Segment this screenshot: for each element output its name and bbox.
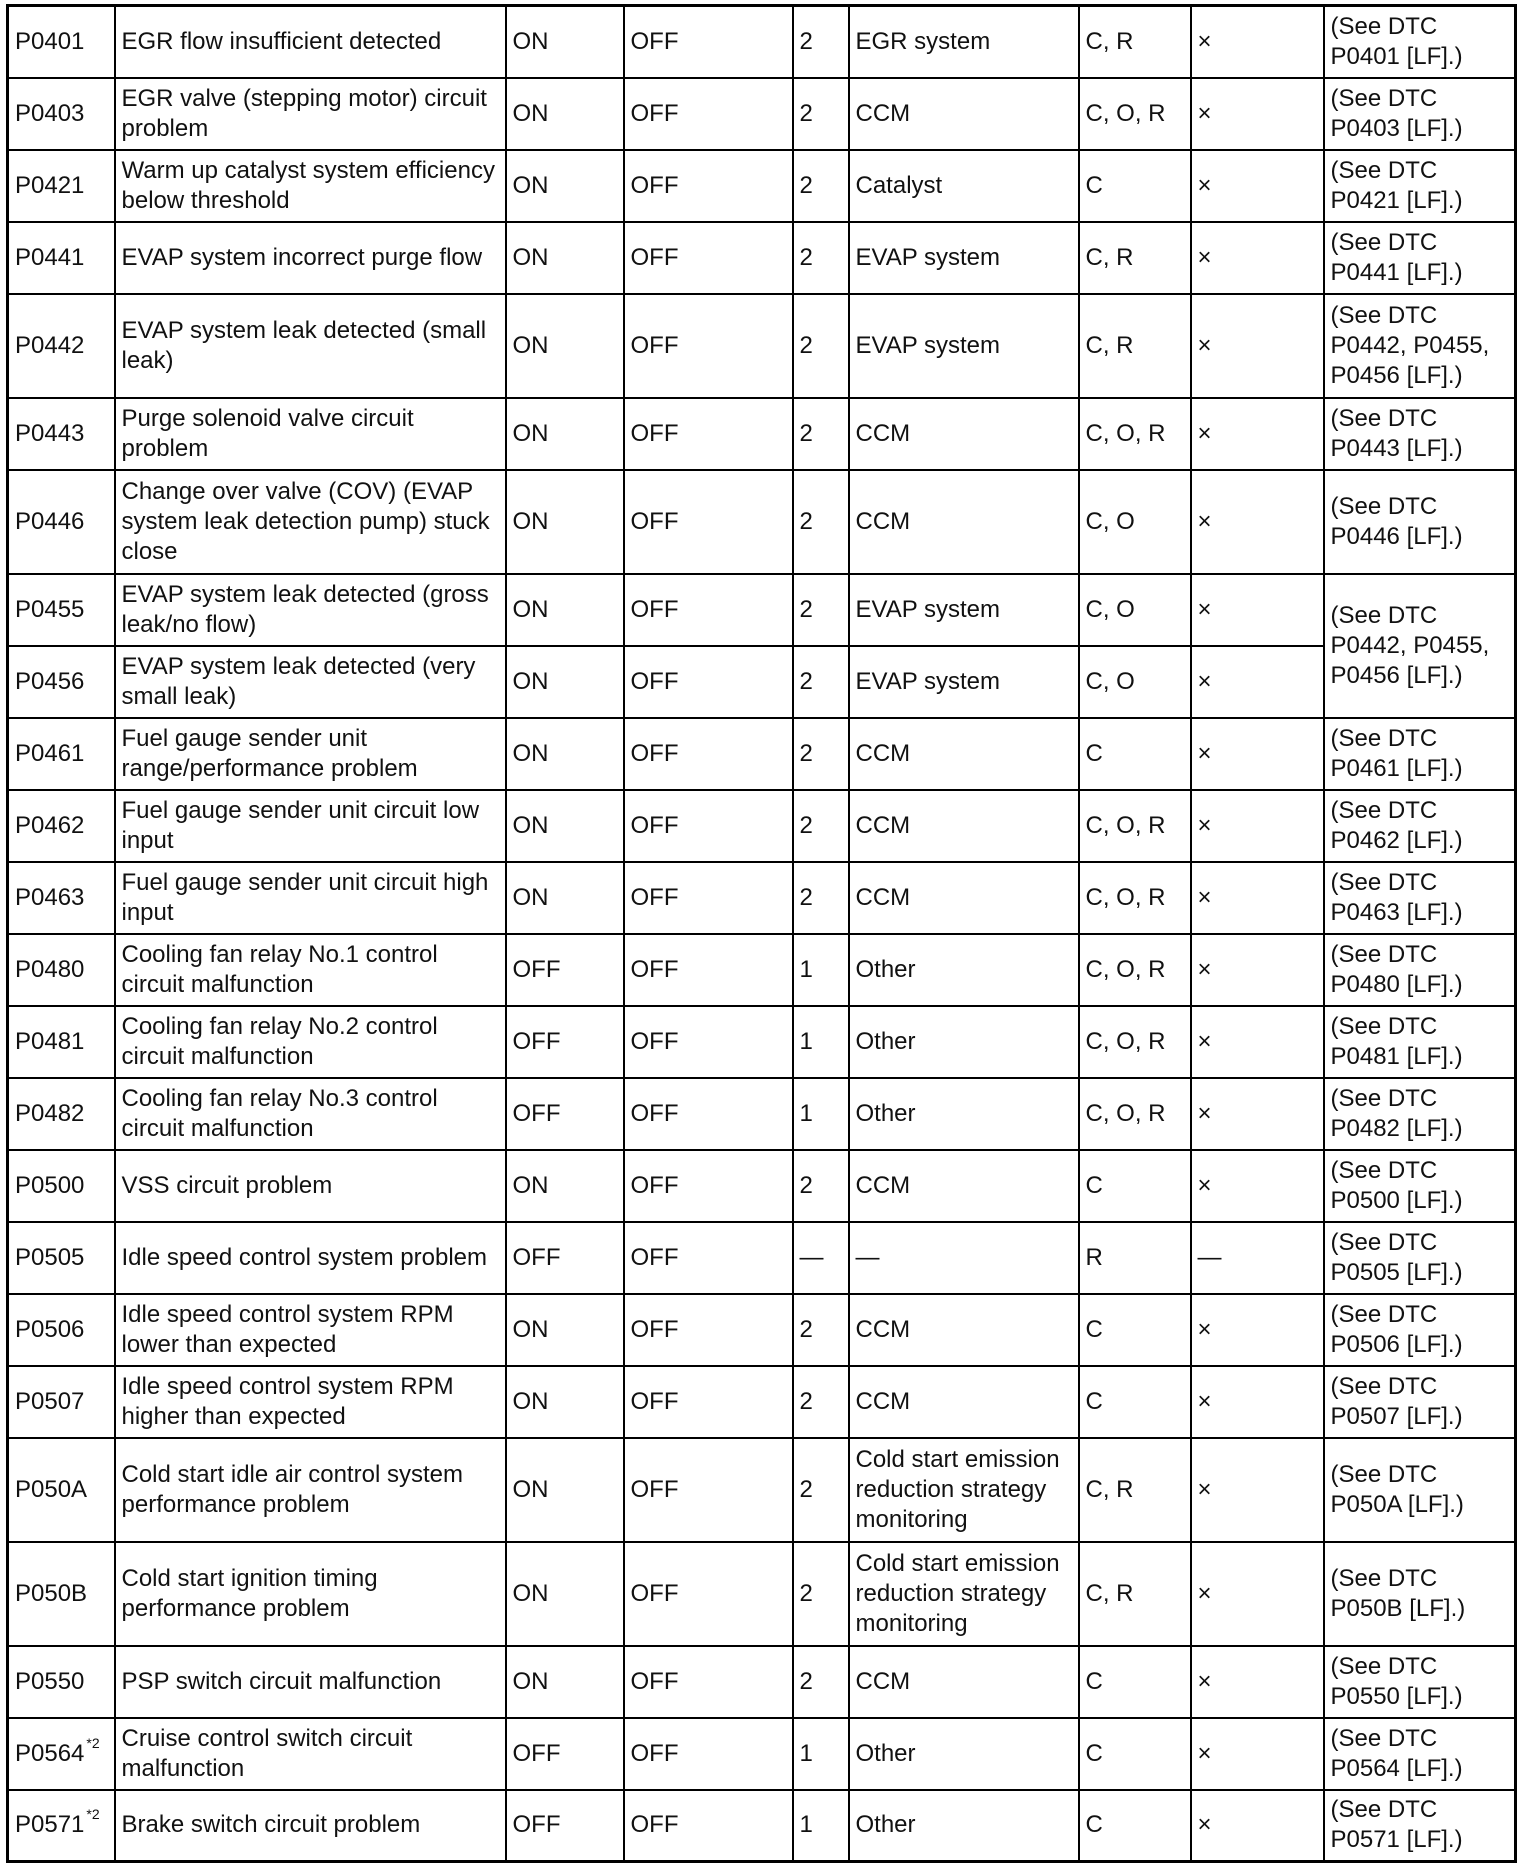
monitor-item-cell: Catalyst	[849, 150, 1079, 222]
second-status-cell: OFF	[624, 6, 793, 78]
monitor-item-cell: EVAP system	[849, 574, 1079, 646]
reference-cell: (See DTC P0442, P0455, P0456 [LF].)	[1324, 294, 1516, 398]
description-cell: Change over valve (COV) (EVAP system leak detection pump) stuck close	[115, 470, 506, 574]
mil-status-cell: OFF	[506, 1006, 624, 1078]
category-cell: C, R	[1079, 6, 1191, 78]
readiness-mark-cell: ×	[1191, 470, 1324, 574]
mil-status-cell: ON	[506, 6, 624, 78]
dtc-code-cell	[8, 1006, 115, 1078]
reference-cell: (See DTC P0421 [LF].)	[1324, 150, 1516, 222]
footnote-marker: *2	[86, 1806, 100, 1823]
dtc-code-cell	[8, 294, 115, 398]
table-row	[8, 790, 1516, 862]
mil-status-cell: ON	[506, 790, 624, 862]
trip-count-cell: 2	[793, 1542, 849, 1646]
readiness-mark-cell: ×	[1191, 934, 1324, 1006]
trip-count-cell: —	[793, 1222, 849, 1294]
trip-count-cell: 2	[793, 398, 849, 470]
second-status-cell: OFF	[624, 1542, 793, 1646]
table-row	[8, 1294, 1516, 1366]
table-row	[8, 222, 1516, 294]
readiness-mark-cell: ×	[1191, 150, 1324, 222]
category-cell: C, R	[1079, 1542, 1191, 1646]
reference-cell: (See DTC P0461 [LF].)	[1324, 718, 1516, 790]
dtc-code-cell	[8, 1646, 115, 1718]
second-status-cell: OFF	[624, 1718, 793, 1790]
second-status-cell: OFF	[624, 1790, 793, 1862]
trip-count-cell: 2	[793, 862, 849, 934]
category-cell: C, O, R	[1079, 1078, 1191, 1150]
readiness-mark-cell: ×	[1191, 1366, 1324, 1438]
mil-status-cell: OFF	[506, 1790, 624, 1862]
table-row	[8, 1222, 1516, 1294]
dtc-code-cell	[8, 398, 115, 470]
trip-count-cell: 2	[793, 1150, 849, 1222]
dtc-code-cell	[8, 790, 115, 862]
readiness-mark-cell: ×	[1191, 1438, 1324, 1542]
description-cell: Cold start ignition timing performance problem	[115, 1542, 506, 1646]
mil-status-cell: OFF	[506, 934, 624, 1006]
dtc-code-cell	[8, 718, 115, 790]
description-cell: Fuel gauge sender unit circuit high input	[115, 862, 506, 934]
table-row	[8, 6, 1516, 78]
dtc-code-cell	[8, 1222, 115, 1294]
monitor-item-cell: EVAP system	[849, 222, 1079, 294]
description-cell: EVAP system leak detected (small leak)	[115, 294, 506, 398]
table-row	[8, 646, 1516, 718]
readiness-mark-cell: ×	[1191, 6, 1324, 78]
table-row	[8, 934, 1516, 1006]
second-status-cell: OFF	[624, 1222, 793, 1294]
category-cell: C, O, R	[1079, 790, 1191, 862]
monitor-item-cell: CCM	[849, 1646, 1079, 1718]
dtc-code-cell	[8, 862, 115, 934]
readiness-mark-cell: ×	[1191, 1150, 1324, 1222]
readiness-mark-cell: ×	[1191, 1646, 1324, 1718]
trip-count-cell: 2	[793, 294, 849, 398]
mil-status-cell: ON	[506, 1542, 624, 1646]
table-row	[8, 78, 1516, 150]
mil-status-cell: ON	[506, 398, 624, 470]
mil-status-cell: ON	[506, 1366, 624, 1438]
table-row	[8, 1790, 1516, 1862]
dtc-code: P050A	[15, 1475, 88, 1503]
readiness-mark-cell: ×	[1191, 1078, 1324, 1150]
trip-count-cell: 2	[793, 6, 849, 78]
monitor-item-cell: CCM	[849, 862, 1079, 934]
trip-count-cell: 2	[793, 1366, 849, 1438]
readiness-mark-cell: ×	[1191, 646, 1324, 718]
dtc-table-container	[6, 4, 1514, 1863]
reference-cell: (See DTC P0571 [LF].)	[1324, 1790, 1516, 1862]
description-cell: Warm up catalyst system efficiency below threshold	[115, 150, 506, 222]
second-status-cell: OFF	[624, 470, 793, 574]
trip-count-cell: 2	[793, 574, 849, 646]
reference-cell: (See DTC P0550 [LF].)	[1324, 1646, 1516, 1718]
trip-count-cell: 1	[793, 1006, 849, 1078]
dtc-code: P0462	[15, 811, 85, 839]
dtc-code-cell	[8, 1150, 115, 1222]
trip-count-cell: 1	[793, 1790, 849, 1862]
dtc-code: P0507	[15, 1387, 85, 1415]
reference-cell: (See DTC P0564 [LF].)	[1324, 1718, 1516, 1790]
reference-cell: (See DTC P0480 [LF].)	[1324, 934, 1516, 1006]
readiness-mark-cell: ×	[1191, 78, 1324, 150]
table-row	[8, 718, 1516, 790]
dtc-code: P0443	[15, 419, 85, 447]
trip-count-cell: 2	[793, 790, 849, 862]
reference-cell: (See DTC P0441 [LF].)	[1324, 222, 1516, 294]
dtc-code-cell	[8, 6, 115, 78]
table-row	[8, 1646, 1516, 1718]
dtc-code-cell	[8, 470, 115, 574]
trip-count-cell: 1	[793, 934, 849, 1006]
mil-status-cell: ON	[506, 1150, 624, 1222]
dtc-table-body	[8, 6, 1516, 1862]
trip-count-cell: 2	[793, 150, 849, 222]
monitor-item-cell: Cold start emission reduction strategy monitoring	[849, 1438, 1079, 1542]
reference-cell: (See DTC P0443 [LF].)	[1324, 398, 1516, 470]
trip-count-cell: 1	[793, 1718, 849, 1790]
reference-cell: (See DTC P0442, P0455, P0456 [LF].)	[1324, 574, 1516, 718]
dtc-code-cell	[8, 150, 115, 222]
dtc-code: P0455	[15, 595, 85, 623]
mil-status-cell: ON	[506, 1646, 624, 1718]
description-cell: PSP switch circuit malfunction	[115, 1646, 506, 1718]
table-row	[8, 398, 1516, 470]
table-row	[8, 574, 1516, 646]
dtc-code-cell	[8, 222, 115, 294]
monitor-item-cell: CCM	[849, 1294, 1079, 1366]
dtc-code: P0571	[15, 1811, 85, 1839]
dtc-code-cell	[8, 1718, 115, 1790]
trip-count-cell: 2	[793, 1646, 849, 1718]
second-status-cell: OFF	[624, 1078, 793, 1150]
category-cell: C, O, R	[1079, 862, 1191, 934]
category-cell: C	[1079, 150, 1191, 222]
dtc-code: P0446	[15, 507, 85, 535]
reference-cell: (See DTC P0401 [LF].)	[1324, 6, 1516, 78]
category-cell: C, O	[1079, 646, 1191, 718]
dtc-code: P0550	[15, 1667, 85, 1695]
monitor-item-cell: CCM	[849, 398, 1079, 470]
trip-count-cell: 1	[793, 1078, 849, 1150]
reference-cell: (See DTC P0506 [LF].)	[1324, 1294, 1516, 1366]
mil-status-cell: ON	[506, 470, 624, 574]
readiness-mark-cell: ×	[1191, 294, 1324, 398]
description-cell: EGR flow insufficient detected	[115, 6, 506, 78]
reference-cell: (See DTC P050A [LF].)	[1324, 1438, 1516, 1542]
description-cell: EVAP system leak detected (very small leak)	[115, 646, 506, 718]
description-cell: Idle speed control system RPM lower than expected	[115, 1294, 506, 1366]
readiness-mark-cell: ×	[1191, 222, 1324, 294]
dtc-code: P050B	[15, 1579, 88, 1607]
category-cell: C	[1079, 1150, 1191, 1222]
readiness-mark-cell: ×	[1191, 718, 1324, 790]
description-cell: Idle speed control system RPM higher than expected	[115, 1366, 506, 1438]
reference-cell: (See DTC P0500 [LF].)	[1324, 1150, 1516, 1222]
second-status-cell: OFF	[624, 1006, 793, 1078]
mil-status-cell: ON	[506, 646, 624, 718]
second-status-cell: OFF	[624, 718, 793, 790]
mil-status-cell: ON	[506, 150, 624, 222]
reference-cell: (See DTC P0482 [LF].)	[1324, 1078, 1516, 1150]
mil-status-cell: ON	[506, 574, 624, 646]
second-status-cell: OFF	[624, 1438, 793, 1542]
category-cell: C, O, R	[1079, 934, 1191, 1006]
dtc-code-cell	[8, 1438, 115, 1542]
category-cell: C, R	[1079, 222, 1191, 294]
monitor-item-cell: CCM	[849, 78, 1079, 150]
description-cell: Cooling fan relay No.1 control circuit malfunction	[115, 934, 506, 1006]
dtc-code: P0461	[15, 739, 85, 767]
description-cell: Cold start idle air control system performance problem	[115, 1438, 506, 1542]
description-cell: Brake switch circuit problem	[115, 1790, 506, 1862]
mil-status-cell: OFF	[506, 1078, 624, 1150]
second-status-cell: OFF	[624, 862, 793, 934]
readiness-mark-cell: ×	[1191, 1294, 1324, 1366]
table-row	[8, 470, 1516, 574]
monitor-item-cell: Cold start emission reduction strategy monitoring	[849, 1542, 1079, 1646]
table-row	[8, 1542, 1516, 1646]
monitor-item-cell: Other	[849, 1006, 1079, 1078]
dtc-code: P0442	[15, 331, 85, 359]
dtc-code-cell	[8, 1790, 115, 1862]
mil-status-cell: ON	[506, 222, 624, 294]
monitor-item-cell: EGR system	[849, 6, 1079, 78]
mil-status-cell: ON	[506, 862, 624, 934]
dtc-code: P0463	[15, 883, 85, 911]
dtc-code: P0505	[15, 1243, 85, 1271]
reference-cell: (See DTC P0403 [LF].)	[1324, 78, 1516, 150]
mil-status-cell: OFF	[506, 1718, 624, 1790]
monitor-item-cell: Other	[849, 1078, 1079, 1150]
monitor-item-cell: —	[849, 1222, 1079, 1294]
trip-count-cell: 2	[793, 222, 849, 294]
dtc-code-cell	[8, 1078, 115, 1150]
monitor-item-cell: CCM	[849, 470, 1079, 574]
second-status-cell: OFF	[624, 1294, 793, 1366]
dtc-table	[6, 4, 1517, 1863]
table-row	[8, 1366, 1516, 1438]
readiness-mark-cell: ×	[1191, 574, 1324, 646]
dtc-code: P0482	[15, 1099, 85, 1127]
dtc-code: P0401	[15, 27, 85, 55]
dtc-code: P0421	[15, 171, 85, 199]
second-status-cell: OFF	[624, 574, 793, 646]
table-row	[8, 1438, 1516, 1542]
dtc-code: P0500	[15, 1171, 85, 1199]
trip-count-cell: 2	[793, 470, 849, 574]
reference-cell: (See DTC P050B [LF].)	[1324, 1542, 1516, 1646]
category-cell: C	[1079, 1646, 1191, 1718]
description-cell: Idle speed control system problem	[115, 1222, 506, 1294]
table-row	[8, 1718, 1516, 1790]
table-row	[8, 1006, 1516, 1078]
category-cell: R	[1079, 1222, 1191, 1294]
table-row	[8, 1150, 1516, 1222]
second-status-cell: OFF	[624, 934, 793, 1006]
category-cell: C	[1079, 718, 1191, 790]
second-status-cell: OFF	[624, 150, 793, 222]
dtc-code-cell	[8, 934, 115, 1006]
reference-cell: (See DTC P0463 [LF].)	[1324, 862, 1516, 934]
dtc-code: P0403	[15, 99, 85, 127]
monitor-item-cell: Other	[849, 934, 1079, 1006]
dtc-code: P0456	[15, 667, 85, 695]
dtc-code-cell	[8, 1294, 115, 1366]
category-cell: C, O, R	[1079, 1006, 1191, 1078]
trip-count-cell: 2	[793, 78, 849, 150]
description-cell: Fuel gauge sender unit circuit low input	[115, 790, 506, 862]
description-cell: Fuel gauge sender unit range/performance problem	[115, 718, 506, 790]
readiness-mark-cell: ×	[1191, 1718, 1324, 1790]
mil-status-cell: ON	[506, 718, 624, 790]
description-cell: EVAP system leak detected (gross leak/no flow)	[115, 574, 506, 646]
mil-status-cell: OFF	[506, 1222, 624, 1294]
trip-count-cell: 2	[793, 718, 849, 790]
monitor-item-cell: CCM	[849, 1366, 1079, 1438]
reference-cell: (See DTC P0462 [LF].)	[1324, 790, 1516, 862]
table-row	[8, 1078, 1516, 1150]
table-row	[8, 862, 1516, 934]
monitor-item-cell: Other	[849, 1718, 1079, 1790]
description-cell: VSS circuit problem	[115, 1150, 506, 1222]
dtc-code-cell	[8, 646, 115, 718]
readiness-mark-cell: ×	[1191, 1006, 1324, 1078]
category-cell: C	[1079, 1294, 1191, 1366]
readiness-mark-cell: ×	[1191, 1542, 1324, 1646]
category-cell: C, O, R	[1079, 398, 1191, 470]
trip-count-cell: 2	[793, 646, 849, 718]
dtc-code: P0506	[15, 1315, 85, 1343]
reference-cell: (See DTC P0505 [LF].)	[1324, 1222, 1516, 1294]
second-status-cell: OFF	[624, 790, 793, 862]
trip-count-cell: 2	[793, 1438, 849, 1542]
category-cell: C, R	[1079, 1438, 1191, 1542]
footnote-marker: *2	[86, 1734, 100, 1751]
readiness-mark-cell: ×	[1191, 790, 1324, 862]
readiness-mark-cell: ×	[1191, 1790, 1324, 1862]
readiness-mark-cell: —	[1191, 1222, 1324, 1294]
second-status-cell: OFF	[624, 1150, 793, 1222]
dtc-code: P0481	[15, 1027, 85, 1055]
dtc-code: P0441	[15, 243, 85, 271]
mil-status-cell: ON	[506, 78, 624, 150]
readiness-mark-cell: ×	[1191, 398, 1324, 470]
second-status-cell: OFF	[624, 222, 793, 294]
category-cell: C, O	[1079, 470, 1191, 574]
description-cell: EGR valve (stepping motor) circuit problem	[115, 78, 506, 150]
dtc-code: P0564	[15, 1739, 85, 1767]
dtc-code-cell	[8, 78, 115, 150]
second-status-cell: OFF	[624, 646, 793, 718]
second-status-cell: OFF	[624, 398, 793, 470]
description-cell: Cooling fan relay No.2 control circuit malfunction	[115, 1006, 506, 1078]
monitor-item-cell: EVAP system	[849, 646, 1079, 718]
reference-cell: (See DTC P0481 [LF].)	[1324, 1006, 1516, 1078]
table-row	[8, 294, 1516, 398]
monitor-item-cell: CCM	[849, 1150, 1079, 1222]
monitor-item-cell: Other	[849, 1790, 1079, 1862]
reference-cell: (See DTC P0507 [LF].)	[1324, 1366, 1516, 1438]
dtc-code-cell	[8, 574, 115, 646]
dtc-code: P0480	[15, 955, 85, 983]
second-status-cell: OFF	[624, 1366, 793, 1438]
trip-count-cell: 2	[793, 1294, 849, 1366]
mil-status-cell: ON	[506, 294, 624, 398]
category-cell: C, O, R	[1079, 78, 1191, 150]
dtc-code-cell	[8, 1366, 115, 1438]
category-cell: C	[1079, 1366, 1191, 1438]
description-cell: Purge solenoid valve circuit problem	[115, 398, 506, 470]
category-cell: C, O	[1079, 574, 1191, 646]
category-cell: C, R	[1079, 294, 1191, 398]
description-cell: Cooling fan relay No.3 control circuit malfunction	[115, 1078, 506, 1150]
second-status-cell: OFF	[624, 78, 793, 150]
category-cell: C	[1079, 1790, 1191, 1862]
description-cell: EVAP system incorrect purge flow	[115, 222, 506, 294]
second-status-cell: OFF	[624, 1646, 793, 1718]
category-cell: C	[1079, 1718, 1191, 1790]
second-status-cell: OFF	[624, 294, 793, 398]
reference-cell: (See DTC P0446 [LF].)	[1324, 470, 1516, 574]
monitor-item-cell: EVAP system	[849, 294, 1079, 398]
dtc-code-cell	[8, 1542, 115, 1646]
mil-status-cell: ON	[506, 1294, 624, 1366]
table-row	[8, 150, 1516, 222]
monitor-item-cell: CCM	[849, 718, 1079, 790]
monitor-item-cell: CCM	[849, 790, 1079, 862]
mil-status-cell: ON	[506, 1438, 624, 1542]
description-cell: Cruise control switch circuit malfunction	[115, 1718, 506, 1790]
readiness-mark-cell: ×	[1191, 862, 1324, 934]
